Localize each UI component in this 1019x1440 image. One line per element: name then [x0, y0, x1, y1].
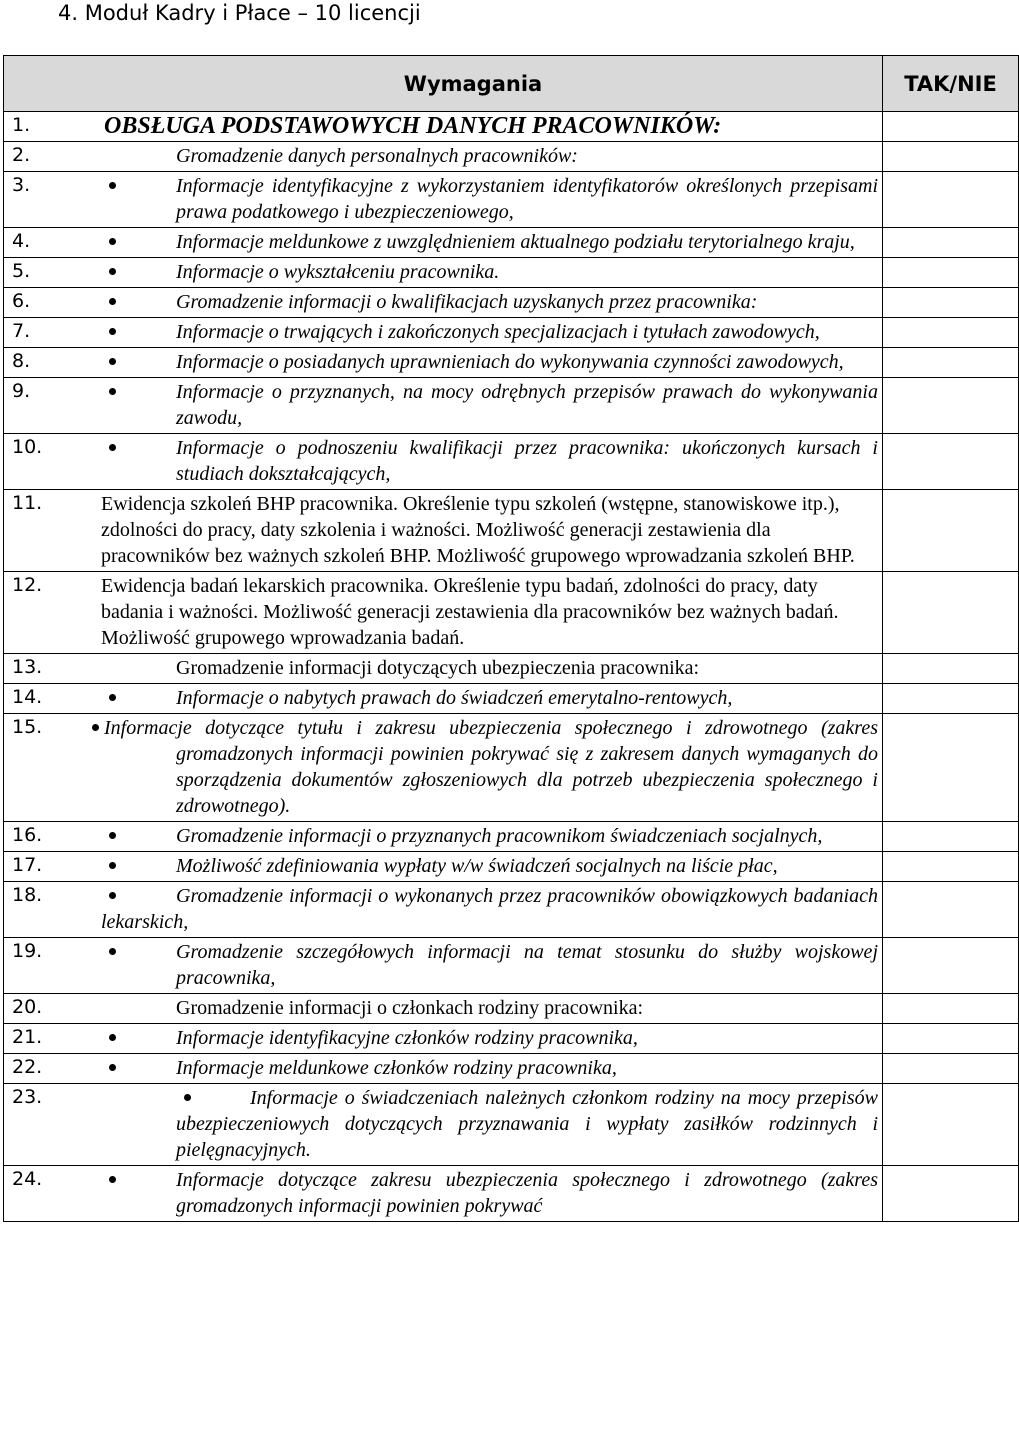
yes-no-cell[interactable] [883, 994, 1019, 1024]
requirement-text: Informacje o świadczeniach należnych członkom rodziny na mocy przepisów ubezpieczeniowych dotyczących przyznawania i wypłaty zasiłków rodzinnych i pielęgnacyjnych. [176, 1087, 878, 1161]
table-row [4, 1166, 1019, 1222]
row-number: 20. [12, 996, 43, 1018]
bullet-icon [109, 694, 116, 701]
row-number: 13. [12, 656, 43, 678]
row-number: 22. [12, 1056, 43, 1078]
bullet-icon [109, 862, 116, 869]
requirement-cell [4, 490, 883, 572]
row-number: 6. [12, 290, 31, 312]
requirement-text: OBSŁUGA PODSTAWOWYCH DANYCH PRACOWNIKÓW: [104, 113, 722, 139]
requirement-text: Informacje o przyznanych, na mocy odrębnych przepisów prawach do wykonywania zawodu, [176, 381, 878, 429]
requirement-cell [4, 938, 883, 994]
bullet-icon [109, 1176, 116, 1183]
row-number: 14. [12, 686, 43, 708]
table-row [4, 172, 1019, 228]
requirement-text: Informacje meldunkowe członków rodziny pracownika, [176, 1057, 617, 1079]
row-number: 9. [12, 380, 31, 402]
table-row [4, 258, 1019, 288]
requirement-cell [4, 434, 883, 490]
bullet-icon [109, 444, 116, 451]
table-row [4, 822, 1019, 852]
row-number: 16. [12, 824, 43, 846]
row-number: 1. [12, 114, 31, 136]
requirement-text: Gromadzenie szczegółowych informacji na temat stosunku do służby wojskowej pracownika, [176, 941, 878, 989]
yes-no-cell[interactable] [883, 228, 1019, 258]
requirement-cell [4, 258, 883, 288]
requirement-cell [4, 228, 883, 258]
requirement-text: Gromadzenie informacji o członkach rodziny pracownika: [176, 997, 644, 1019]
yes-no-cell[interactable] [883, 172, 1019, 228]
yes-no-cell[interactable] [883, 1054, 1019, 1084]
bullet-icon [109, 1064, 116, 1071]
requirement-cell [4, 882, 883, 938]
header-yes-no: TAK/NIE [883, 56, 1019, 112]
requirement-cell [4, 318, 883, 348]
row-number: 8. [12, 350, 31, 372]
requirement-cell [4, 654, 883, 684]
requirement-cell [4, 172, 883, 228]
requirement-cell [4, 714, 883, 822]
requirement-cell [4, 1024, 883, 1054]
requirement-text: Informacje o wykształceniu pracownika. [176, 261, 500, 283]
bullet-icon [109, 388, 116, 395]
table-row [4, 1024, 1019, 1054]
requirement-cell [4, 684, 883, 714]
requirement-cell [4, 572, 883, 654]
requirement-text: Gromadzenie informacji o wykonanych przez pracowników obowiązkowych badaniach lekarskich, [101, 885, 878, 933]
row-number: 19. [12, 940, 43, 962]
row-number: 10. [12, 436, 43, 458]
yes-no-cell[interactable] [883, 142, 1019, 172]
table-row [4, 572, 1019, 654]
yes-no-cell[interactable] [883, 434, 1019, 490]
row-number: 2. [12, 144, 31, 166]
requirement-text: Ewidencja badań lekarskich pracownika. Określenie typu badań, zdolności do pracy, daty badania i ważności. Możliwość generacji zestawienia dla pracowników bez ważnych badań. Możliwość grupowego wprowadzania badań. [101, 575, 839, 649]
requirement-cell [4, 378, 883, 434]
table-row [4, 654, 1019, 684]
table-row [4, 994, 1019, 1024]
table-row [4, 714, 1019, 822]
yes-no-cell[interactable] [883, 1084, 1019, 1166]
requirement-text: Gromadzenie informacji o przyznanych pracownikom świadczeniach socjalnych, [176, 825, 823, 847]
bullet-icon [109, 948, 116, 955]
requirement-text: Gromadzenie informacji o kwalifikacjach uzyskanych przez pracownika: [176, 291, 758, 313]
table-row [4, 938, 1019, 994]
table-row [4, 434, 1019, 490]
table-row [4, 1054, 1019, 1084]
requirement-cell [4, 822, 883, 852]
row-number: 11. [12, 492, 43, 514]
table-row [4, 228, 1019, 258]
row-number: 15. [12, 716, 43, 738]
yes-no-cell[interactable] [883, 852, 1019, 882]
section-heading: 4. Moduł Kadry i Płace – 10 licencji [58, 1, 421, 25]
bullet-icon [92, 724, 99, 731]
requirement-text: Informacje o trwających i zakończonych specjalizacjach i tytułach zawodowych, [176, 321, 820, 343]
requirement-cell [4, 288, 883, 318]
table-row [4, 378, 1019, 434]
table-row [4, 112, 1019, 142]
bullet-icon [184, 1094, 191, 1101]
requirement-text: Możliwość zdefiniowania wypłaty w/w świadczeń socjalnych na liście płac, [176, 855, 778, 877]
row-number: 7. [12, 320, 31, 342]
yes-no-cell[interactable] [883, 1166, 1019, 1222]
yes-no-cell[interactable] [883, 288, 1019, 318]
requirement-text: Informacje dotyczące tytułu i zakresu ubezpieczenia społecznego i zdrowotnego (zakres gromadzonych informacji powinien pokrywać się z zakresem danych wymaganych do sporządzenia dokumentów zgłoszeniowych dla potrzeb ubezpieczenia społecznego i zdrowotnego). [104, 717, 878, 817]
requirement-cell [4, 1084, 883, 1166]
bullet-icon [109, 358, 116, 365]
row-number: 3. [12, 174, 31, 196]
yes-no-cell[interactable] [883, 938, 1019, 994]
bullet-icon [109, 892, 116, 899]
bullet-icon [109, 832, 116, 839]
yes-no-cell[interactable] [883, 318, 1019, 348]
yes-no-cell[interactable] [883, 348, 1019, 378]
yes-no-cell[interactable] [883, 822, 1019, 852]
table-row [4, 490, 1019, 572]
requirement-text: Gromadzenie danych personalnych pracowników: [176, 145, 578, 167]
requirement-cell [4, 348, 883, 378]
requirement-text: Informacje o posiadanych uprawnieniach do wykonywania czynności zawodowych, [176, 351, 844, 373]
yes-no-cell[interactable] [883, 714, 1019, 822]
requirement-text: Informacje o podnoszeniu kwalifikacji przez pracownika: ukończonych kursach i studiach dokształcających, [176, 437, 878, 485]
table-header-row [4, 56, 1019, 112]
yes-no-cell[interactable] [883, 1024, 1019, 1054]
table-row [4, 882, 1019, 938]
bullet-icon [109, 298, 116, 305]
table-row [4, 684, 1019, 714]
table-row [4, 142, 1019, 172]
requirement-cell [4, 1054, 883, 1084]
bullet-icon [109, 268, 116, 275]
yes-no-cell[interactable] [883, 684, 1019, 714]
requirement-cell [4, 1166, 883, 1222]
table-row [4, 1084, 1019, 1166]
requirement-text: Informacje dotyczące zakresu ubezpieczenia społecznego i zdrowotnego (zakres gromadzonych informacji powinien pokrywać [176, 1169, 878, 1217]
bullet-icon [109, 182, 116, 189]
yes-no-cell[interactable] [883, 378, 1019, 434]
header-requirements: Wymagania [4, 56, 883, 112]
requirement-cell [4, 112, 883, 142]
row-number: 17. [12, 854, 43, 876]
requirement-text: Gromadzenie informacji dotyczących ubezpieczenia pracownika: [176, 657, 700, 679]
requirement-text: Informacje o nabytych prawach do świadczeń emerytalno-rentowych, [176, 687, 733, 709]
row-number: 18. [12, 884, 43, 906]
requirement-text: Informacje identyfikacyjne z wykorzystaniem identyfikatorów określonych przepisami prawa podatkowego i ubezpieczeniowego, [176, 175, 878, 223]
bullet-icon [109, 1034, 116, 1041]
table-row [4, 318, 1019, 348]
bullet-icon [109, 328, 116, 335]
yes-no-cell[interactable] [883, 654, 1019, 684]
yes-no-cell[interactable] [883, 258, 1019, 288]
requirements-table [3, 55, 1019, 1222]
requirement-text: Informacje meldunkowe z uwzględnieniem aktualnego podziału terytorialnego kraju, [176, 231, 855, 253]
requirement-cell [4, 852, 883, 882]
row-number: 23. [12, 1086, 43, 1108]
yes-no-cell[interactable] [883, 112, 1019, 142]
row-number: 24. [12, 1168, 43, 1190]
bullet-icon [109, 238, 116, 245]
table-row [4, 288, 1019, 318]
row-number: 5. [12, 260, 31, 282]
yes-no-cell[interactable] [883, 572, 1019, 654]
yes-no-cell[interactable] [883, 882, 1019, 938]
yes-no-cell[interactable] [883, 490, 1019, 572]
requirement-text: Informacje identyfikacyjne członków rodziny pracownika, [176, 1027, 638, 1049]
requirement-text: Ewidencja szkoleń BHP pracownika. Określenie typu szkoleń (wstępne, stanowiskowe itp.), zdolności do pracy, daty szkolenia i ważności. Możliwość generacji zestawienia dla pracowników bez ważnych szkoleń BHP. Możliwość grupowego wprowadzania szkoleń BHP. [101, 493, 855, 567]
row-number: 12. [12, 574, 43, 596]
table-row [4, 852, 1019, 882]
requirement-cell [4, 142, 883, 172]
row-number: 21. [12, 1026, 43, 1048]
row-number: 4. [12, 230, 31, 252]
requirement-cell [4, 994, 883, 1024]
table-row [4, 348, 1019, 378]
